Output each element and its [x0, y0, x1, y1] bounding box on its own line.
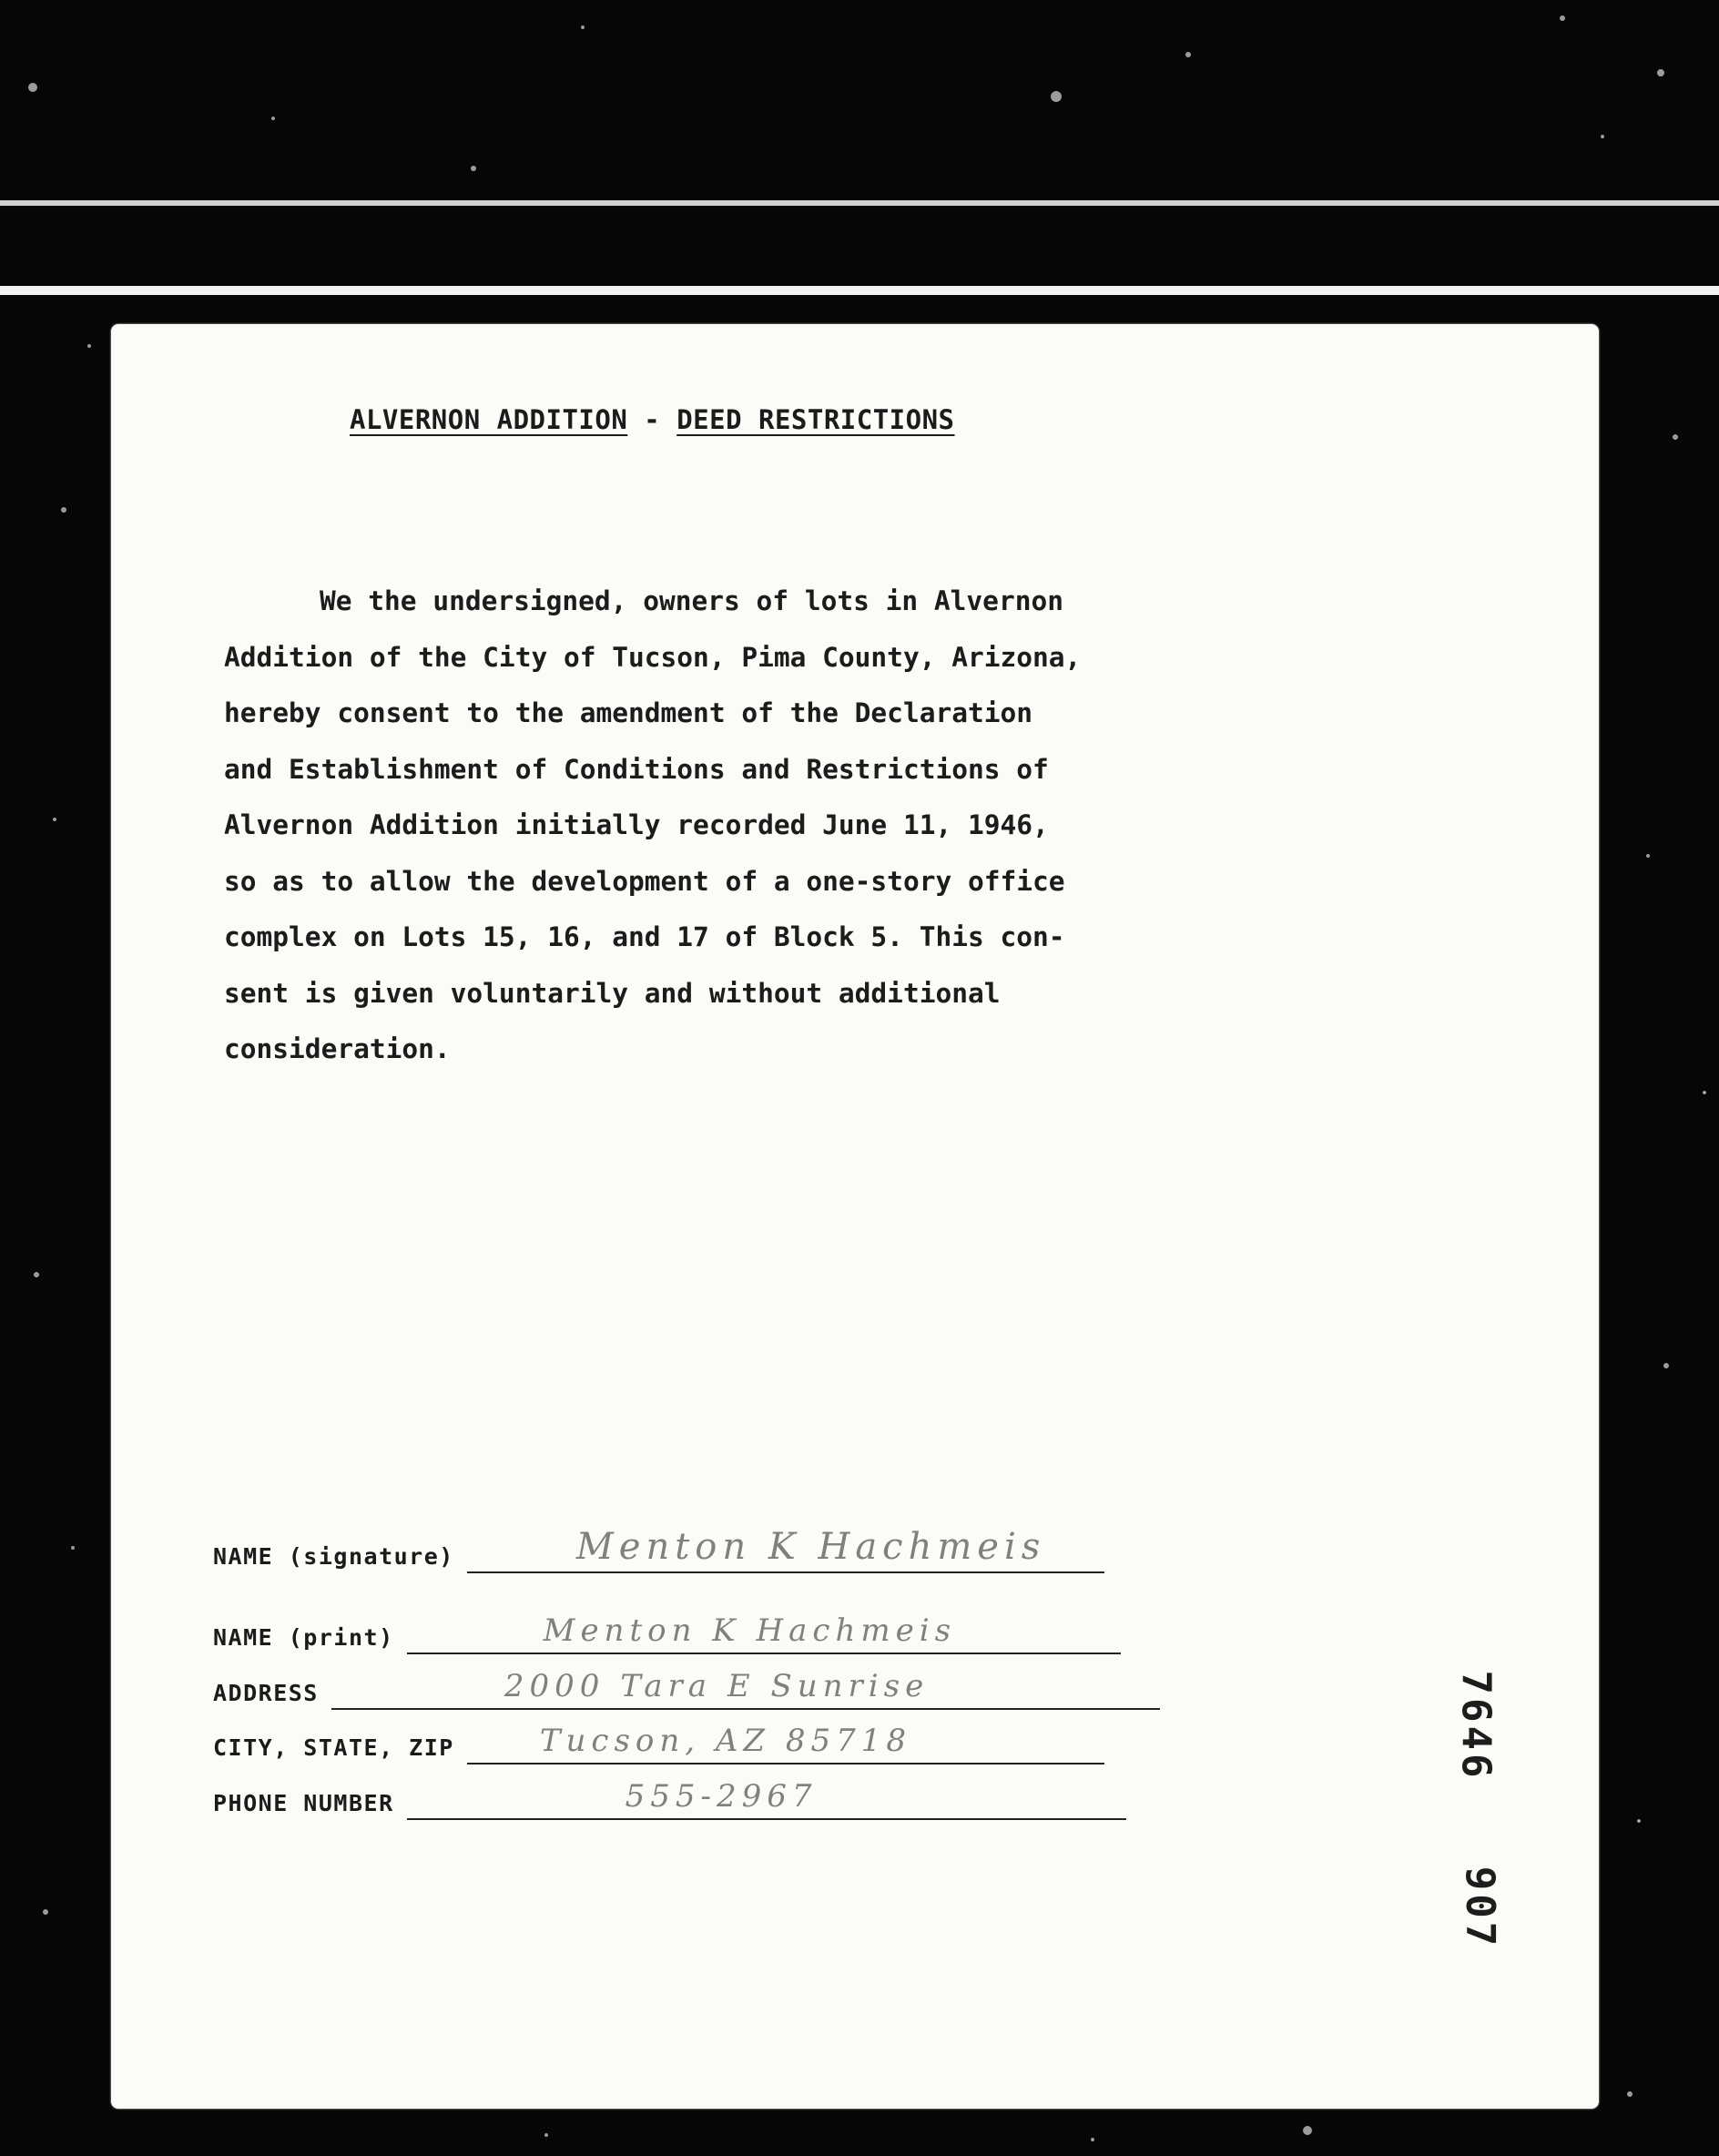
phone-field: [213, 1775, 1126, 1820]
signature-label: NAME (signature): [213, 1543, 454, 1570]
address-label: ADDRESS: [213, 1680, 319, 1706]
print-name-label: NAME (print): [213, 1624, 394, 1651]
paragraph-line: sent is given voluntarily and without additional: [224, 977, 1001, 1009]
phone-label: PHONE NUMBER: [213, 1790, 394, 1816]
title-part-1: ALVERNON ADDITION: [350, 404, 628, 435]
paragraph-line: hereby consent to the amendment of the Declaration: [224, 697, 1033, 728]
address-field: [213, 1664, 1160, 1710]
recording-number-2: 907: [1457, 1866, 1504, 1950]
phone-line: [407, 1778, 1126, 1820]
paragraph-line: so as to allow the development of a one-story office: [224, 865, 1065, 897]
signature-line: [467, 1526, 1104, 1573]
consent-paragraph: [224, 574, 1298, 1078]
paragraph-line: and Establishment of Conditions and Restrictions of: [224, 753, 1049, 785]
handwritten-address: 2000 Tara E Sunrise: [503, 1668, 930, 1704]
paragraph-line: consideration.: [224, 1033, 451, 1064]
paragraph-line: We the undersigned, owners of lots in Alvernon: [320, 585, 1063, 616]
city-state-zip-line: [467, 1723, 1104, 1764]
city-state-zip-field: [213, 1719, 1104, 1764]
print-name-field: [213, 1609, 1121, 1654]
paragraph-line: Addition of the City of Tucson, Pima County, Arizona,: [224, 641, 1082, 673]
address-line: [331, 1668, 1160, 1710]
paragraph-line: complex on Lots 15, 16, and 17 of Block 5. This con-: [224, 921, 1065, 952]
title-part-2: DEED RESTRICTIONS: [676, 404, 955, 435]
handwritten-phone: 555-2967: [625, 1778, 818, 1815]
city-state-zip-label: CITY, STATE, ZIP: [213, 1734, 454, 1761]
title-dash: -: [627, 404, 677, 435]
handwritten-signature: Menton K Hachmeis: [575, 1526, 1046, 1568]
print-name-line: [407, 1612, 1121, 1654]
paragraph-line: Alvernon Addition initially recorded June 11, 1946,: [224, 809, 1049, 840]
recording-number-1: 7646: [1452, 1670, 1500, 1782]
handwritten-print-name: Menton K Hachmeis: [543, 1612, 957, 1649]
document-title: [350, 404, 1151, 435]
signature-field: [213, 1528, 1104, 1573]
handwritten-city-state-zip: Tucson, AZ 85718: [539, 1723, 912, 1759]
